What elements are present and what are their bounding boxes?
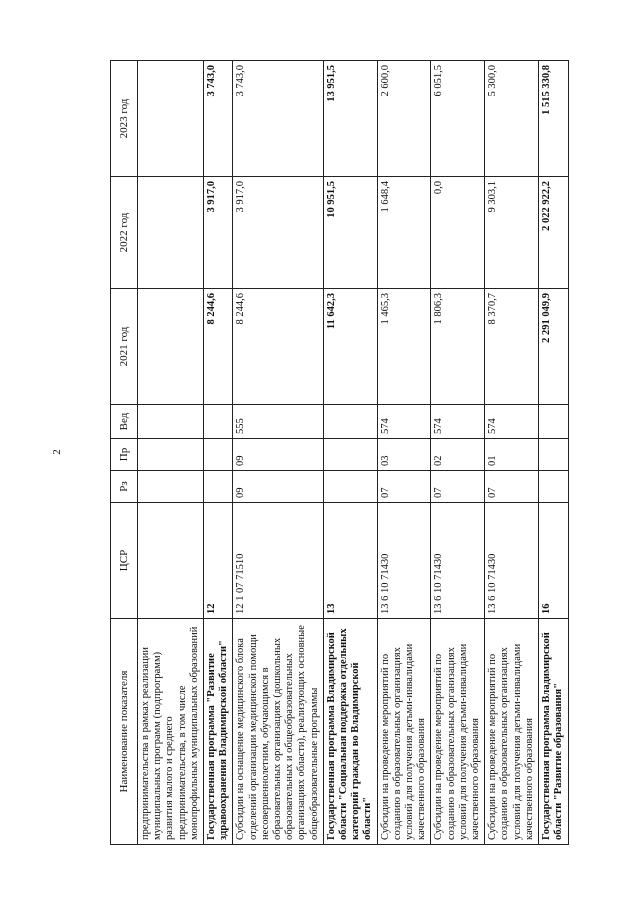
row-2022: [138, 177, 204, 289]
row-name: Государственная программа "Развитие здравоохранения Владимирской области": [204, 619, 233, 845]
header-name: Наименование показателя: [111, 619, 138, 845]
row-pr: [138, 439, 204, 471]
row-2022: 2 022 922,2: [539, 177, 568, 289]
row-2022: 10 951,5: [323, 177, 377, 289]
row-csr: 12 1 07 71510: [233, 503, 323, 619]
row-ved: 574: [485, 405, 539, 439]
page-number: 2: [50, 449, 63, 455]
row-csr: 13: [323, 503, 377, 619]
row-name: Субсидии на оснащение медицинского блока отделений организации медицинской помощи несовершеннолетним, обучающимся в образовательных организациях (дошкольных образовательных и общеобразовательных организациях области), реализующих основные общеобразовательные программы: [233, 619, 323, 845]
row-ved: 574: [377, 405, 431, 439]
header-2021: 2021 год: [111, 289, 138, 405]
header-rz: Рз: [111, 471, 138, 503]
row-csr: 12: [204, 503, 233, 619]
header-pr: Пр: [111, 439, 138, 471]
row-2021: [138, 289, 204, 405]
table-row: [377, 61, 431, 845]
row-csr: 13 6 10 71430: [377, 503, 431, 619]
header-csr: ЦСР: [111, 503, 138, 619]
row-2023: [138, 61, 204, 177]
row-2021: 1 465,3: [377, 289, 431, 405]
row-2022: 3 917,0: [204, 177, 233, 289]
row-2022: 0,0: [431, 177, 485, 289]
table-row: [323, 61, 377, 845]
row-2023: 3 743,0: [233, 61, 323, 177]
budget-table-container: [110, 61, 610, 845]
row-rz: 07: [377, 471, 431, 503]
row-name: Субсидии на проведение мероприятий по созданию в образовательных организациях условий для получения детьми-инвалидами качественного образования: [485, 619, 539, 845]
row-csr: 13 6 10 71430: [485, 503, 539, 619]
table-row: [539, 61, 568, 845]
header-ved: Вед: [111, 405, 138, 439]
row-pr: [539, 439, 568, 471]
row-name: предпринимательства в рамках реализации муниципальных программ (подпрограмм) развития малого и среднего предпринимательства, в том числе монопрофильных муниципальных образований: [138, 619, 204, 845]
header-row: [111, 61, 138, 845]
row-rz: [323, 471, 377, 503]
row-name: Государственная программа Владимирской области "Социальная поддержка отдельных категорий граждан во Владимирской области": [323, 619, 377, 845]
row-csr: 16: [539, 503, 568, 619]
header-2022: 2022 год: [111, 177, 138, 289]
row-pr: 02: [431, 439, 485, 471]
row-2021: 8 370,7: [485, 289, 539, 405]
row-rz: 09: [233, 471, 323, 503]
row-2021: 2 291 049,9: [539, 289, 568, 405]
table-row: [485, 61, 539, 845]
row-2022: 3 917,0: [233, 177, 323, 289]
row-rz: 07: [431, 471, 485, 503]
row-pr: [323, 439, 377, 471]
row-pr: 03: [377, 439, 431, 471]
row-ved: 555: [233, 405, 323, 439]
table-row: [138, 61, 204, 845]
row-csr: 13 6 10 71430: [431, 503, 485, 619]
row-ved: [138, 405, 204, 439]
table-row: [233, 61, 323, 845]
row-2023: 3 743,0: [204, 61, 233, 177]
row-pr: 09: [233, 439, 323, 471]
row-name: Государственная программа Владимирской области "Развитие образования": [539, 619, 568, 845]
row-pr: [204, 439, 233, 471]
row-2021: 11 642,3: [323, 289, 377, 405]
row-2021: 8 244,6: [204, 289, 233, 405]
row-name: Субсидии на проведение мероприятий по созданию в образовательных организациях условий для получения детьми-инвалидами качественного образования: [431, 619, 485, 845]
row-2023: 1 515 330,8: [539, 61, 568, 177]
row-csr: [138, 503, 204, 619]
header-2023: 2023 год: [111, 61, 138, 177]
row-2021: 1 806,3: [431, 289, 485, 405]
row-ved: [323, 405, 377, 439]
row-2021: 8 244,6: [233, 289, 323, 405]
row-ved: 574: [431, 405, 485, 439]
row-name: Субсидии на проведение мероприятий по созданию в образовательных организациях условий для получения детьми-инвалидами качественного образования: [377, 619, 431, 845]
row-2022: 1 648,4: [377, 177, 431, 289]
row-2023: 6 051,5: [431, 61, 485, 177]
table-row: [204, 61, 233, 845]
row-ved: [539, 405, 568, 439]
row-2023: 2 600,0: [377, 61, 431, 177]
row-2022: 9 303,1: [485, 177, 539, 289]
row-ved: [204, 405, 233, 439]
budget-table: [110, 60, 569, 845]
table-row: [431, 61, 485, 845]
row-rz: [204, 471, 233, 503]
row-pr: 01: [485, 439, 539, 471]
row-rz: [539, 471, 568, 503]
row-2023: 5 300,0: [485, 61, 539, 177]
row-2023: 13 951,5: [323, 61, 377, 177]
row-rz: 07: [485, 471, 539, 503]
row-rz: [138, 471, 204, 503]
